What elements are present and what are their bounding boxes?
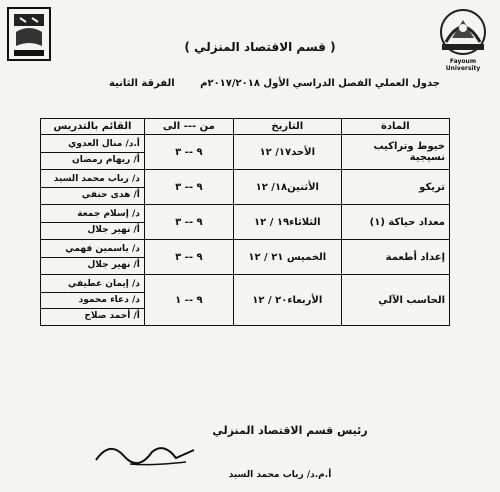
subject-cell: تريكو [341, 170, 449, 205]
time-cell: ٩ -- ٣ [144, 135, 233, 170]
faculty-logo [6, 6, 52, 62]
table-row [41, 170, 450, 205]
teacher-name: أ/ ريهام رمضان [72, 154, 140, 165]
teachers-cell [41, 275, 145, 326]
date-cell: الخميس ٢١ / ١٢ [233, 240, 341, 275]
date-cell: الأثنين١٨/ ١٢ [233, 170, 341, 205]
table-row [41, 135, 450, 170]
teachers-cell [41, 205, 145, 240]
subject-cell: معداد حياكة (١) [341, 205, 449, 240]
department-head-label: رئيس قسم الاقتصاد المنزلي [212, 424, 368, 437]
schedule-title: جدول العملي الفصل الدراسي الأول ٢٠١٧/٢٠١٨م [200, 78, 440, 89]
handwritten-signature [90, 436, 210, 470]
header-date: التاريخ [233, 119, 341, 135]
table-row [41, 275, 450, 326]
university-caption: Fayoum University [445, 58, 481, 72]
university-logo [432, 6, 494, 72]
teacher-name: أ/ أحمد صلاح [84, 310, 140, 321]
time-cell: ٩ -- ١ [144, 275, 233, 326]
teacher-name: أ/ هدى حنفي [81, 189, 140, 200]
department-head-name: أ.م.د/ رباب محمد السيد [228, 470, 332, 480]
date-cell: الأربعاء٢٠ / ١٢ [233, 275, 341, 326]
header-teachers: القائم بالتدريس [41, 119, 145, 135]
header-subject: المادة [341, 119, 449, 135]
table-row [41, 240, 450, 275]
date-cell: الثلاثاء١٩ / ١٢ [233, 205, 341, 240]
teachers-cell [41, 170, 145, 205]
time-cell: ٩ -- ٣ [144, 205, 233, 240]
teacher-name: د/ إيمان عطيفي [41, 277, 144, 293]
time-cell: ٩ -- ٣ [144, 240, 233, 275]
subject-cell: إعداد أطعمة [341, 240, 449, 275]
teachers-cell [41, 240, 145, 275]
time-cell: ٩ -- ٣ [144, 170, 233, 205]
subject-cell: الحاسب الآلي [341, 275, 449, 326]
teacher-name: أ.د/ منال العدوي [41, 137, 144, 153]
schedule-subtitle [110, 78, 440, 89]
subject-cell: خيوط وتراكيب نسيجية [341, 135, 449, 170]
teacher-name: أ/ نهير جلال [87, 259, 140, 270]
table-header-row [41, 119, 450, 135]
teachers-cell [41, 135, 145, 170]
schedule-table [40, 118, 450, 326]
date-cell: الأحد١٧/ ١٢ [233, 135, 341, 170]
student-level: الفرقة الثانية [109, 78, 175, 89]
teacher-name: د/ رباب محمد السيد [41, 172, 144, 188]
header-time: من --- الى [144, 119, 233, 135]
teacher-name: د/ إسلام جمعة [41, 207, 144, 223]
table-row [41, 205, 450, 240]
teacher-name: د/ دعاء محمود [41, 293, 144, 309]
department-title: ( قسم الاقتصاد المنزلي ) [184, 40, 336, 54]
teacher-name: أ/ نهير جلال [87, 224, 140, 235]
teacher-name: د/ ياسمين فهمي [41, 242, 144, 258]
